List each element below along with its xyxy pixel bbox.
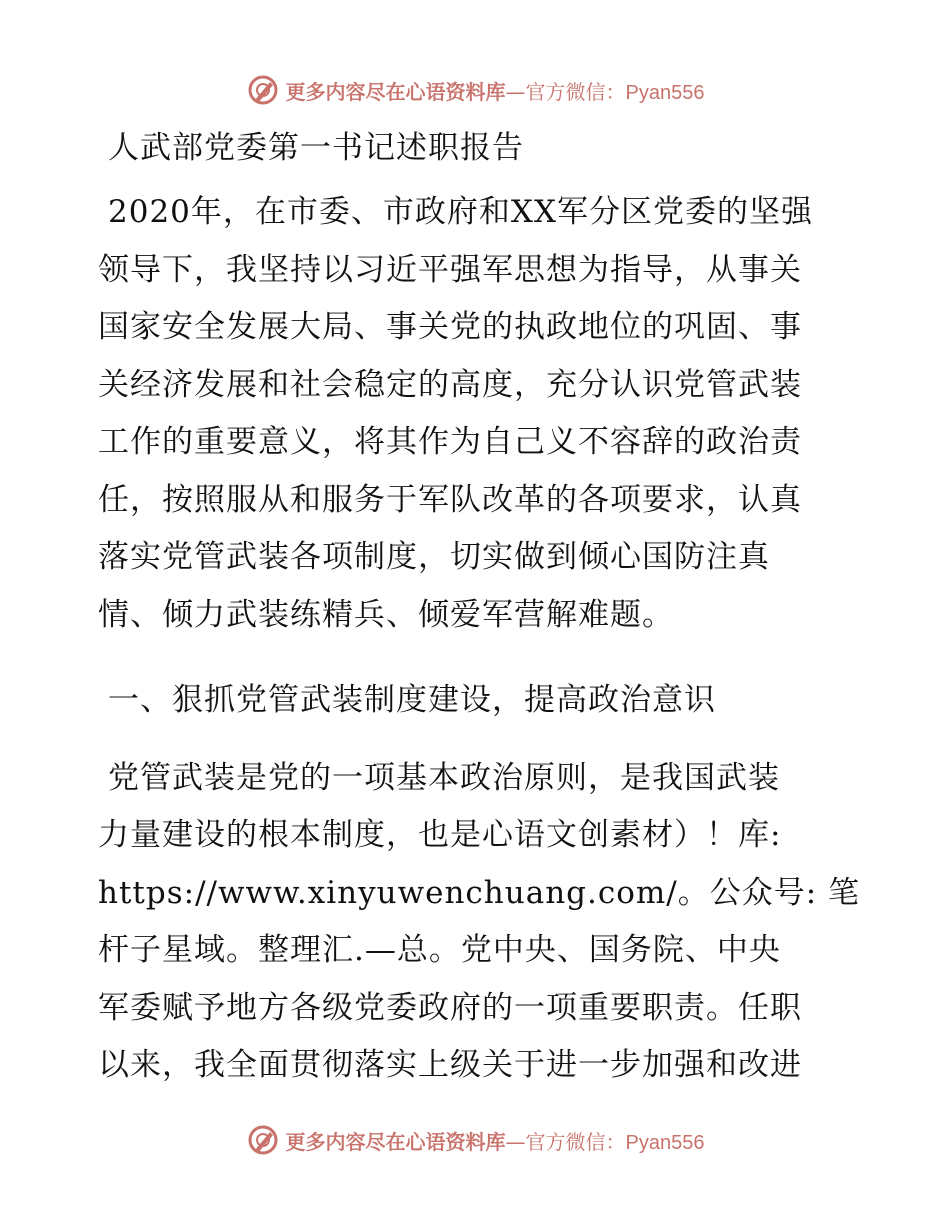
text-line: 以来，我全面贯彻落实上级关于进一步加强和改进 — [98, 1047, 802, 1083]
paragraph-intro — [98, 184, 858, 644]
text-line: 力量建设的根本制度，也是心语文创素材）！库: — [98, 817, 782, 853]
text-line: 2020年，在市委、市政府和XX军分区党委的坚强 — [108, 194, 814, 230]
watermark-cn: 更多内容尽在心语资料库 — [285, 1129, 506, 1154]
text-line: 党管武装是党的一项基本政治原则，是我国武装 — [108, 759, 780, 796]
text-line: 杆子星域。整理汇.—总。党中央、国务院、中央 — [98, 932, 781, 968]
watermark-separator: — — [505, 79, 526, 104]
text-line: 关经济发展和社会稳定的高度，充分认识党管武装 — [98, 366, 802, 403]
text-line: 落实党管武装各项制度，切实做到倾心国防注真 — [98, 539, 770, 575]
pen-logo-icon — [246, 1123, 280, 1157]
text-line: 军委赋予地方各级党委政府的一项重要职责。任职 — [98, 989, 802, 1026]
text-line: 工作的重要意义，将其作为自己义不容辞的政治责 — [98, 424, 802, 460]
watermark-wechat-label: 官方微信： — [525, 1129, 626, 1154]
watermark-cn: 更多内容尽在心语资料库 — [285, 79, 506, 104]
watermark-text — [286, 76, 705, 105]
watermark-separator: — — [505, 1129, 526, 1154]
watermark-wechat-id: Pyan556 — [625, 1131, 705, 1154]
text-line: 任，按照服从和服务于军队改革的各项要求，认真 — [98, 481, 802, 518]
document-body — [98, 120, 861, 1095]
document-title: 人武部党委第一书记述职报告 — [108, 130, 524, 166]
watermark-wechat-id: Pyan556 — [625, 81, 705, 104]
watermark-wechat-label: 官方微信： — [525, 79, 626, 104]
text-line: 情、倾力武装练精兵、倾爱军营解难题。 — [98, 596, 674, 633]
section-heading: 一、狠抓党管武装制度建设，提高政治意识 — [108, 682, 716, 718]
text-line: 领导下，我坚持以习近平强军思想为指导，从事关 — [98, 251, 802, 288]
watermark-text — [286, 1126, 705, 1155]
text-line: https://www.xinyuwenchuang.com/。公众号: 笔 — [98, 874, 861, 911]
footer-watermark — [0, 1120, 950, 1160]
paragraph-section1 — [98, 750, 861, 1095]
pen-logo-icon — [246, 73, 280, 107]
header-watermark — [0, 70, 950, 110]
text-line: 国家安全发展大局、事关党的执政地位的巩固、事 — [98, 309, 802, 345]
